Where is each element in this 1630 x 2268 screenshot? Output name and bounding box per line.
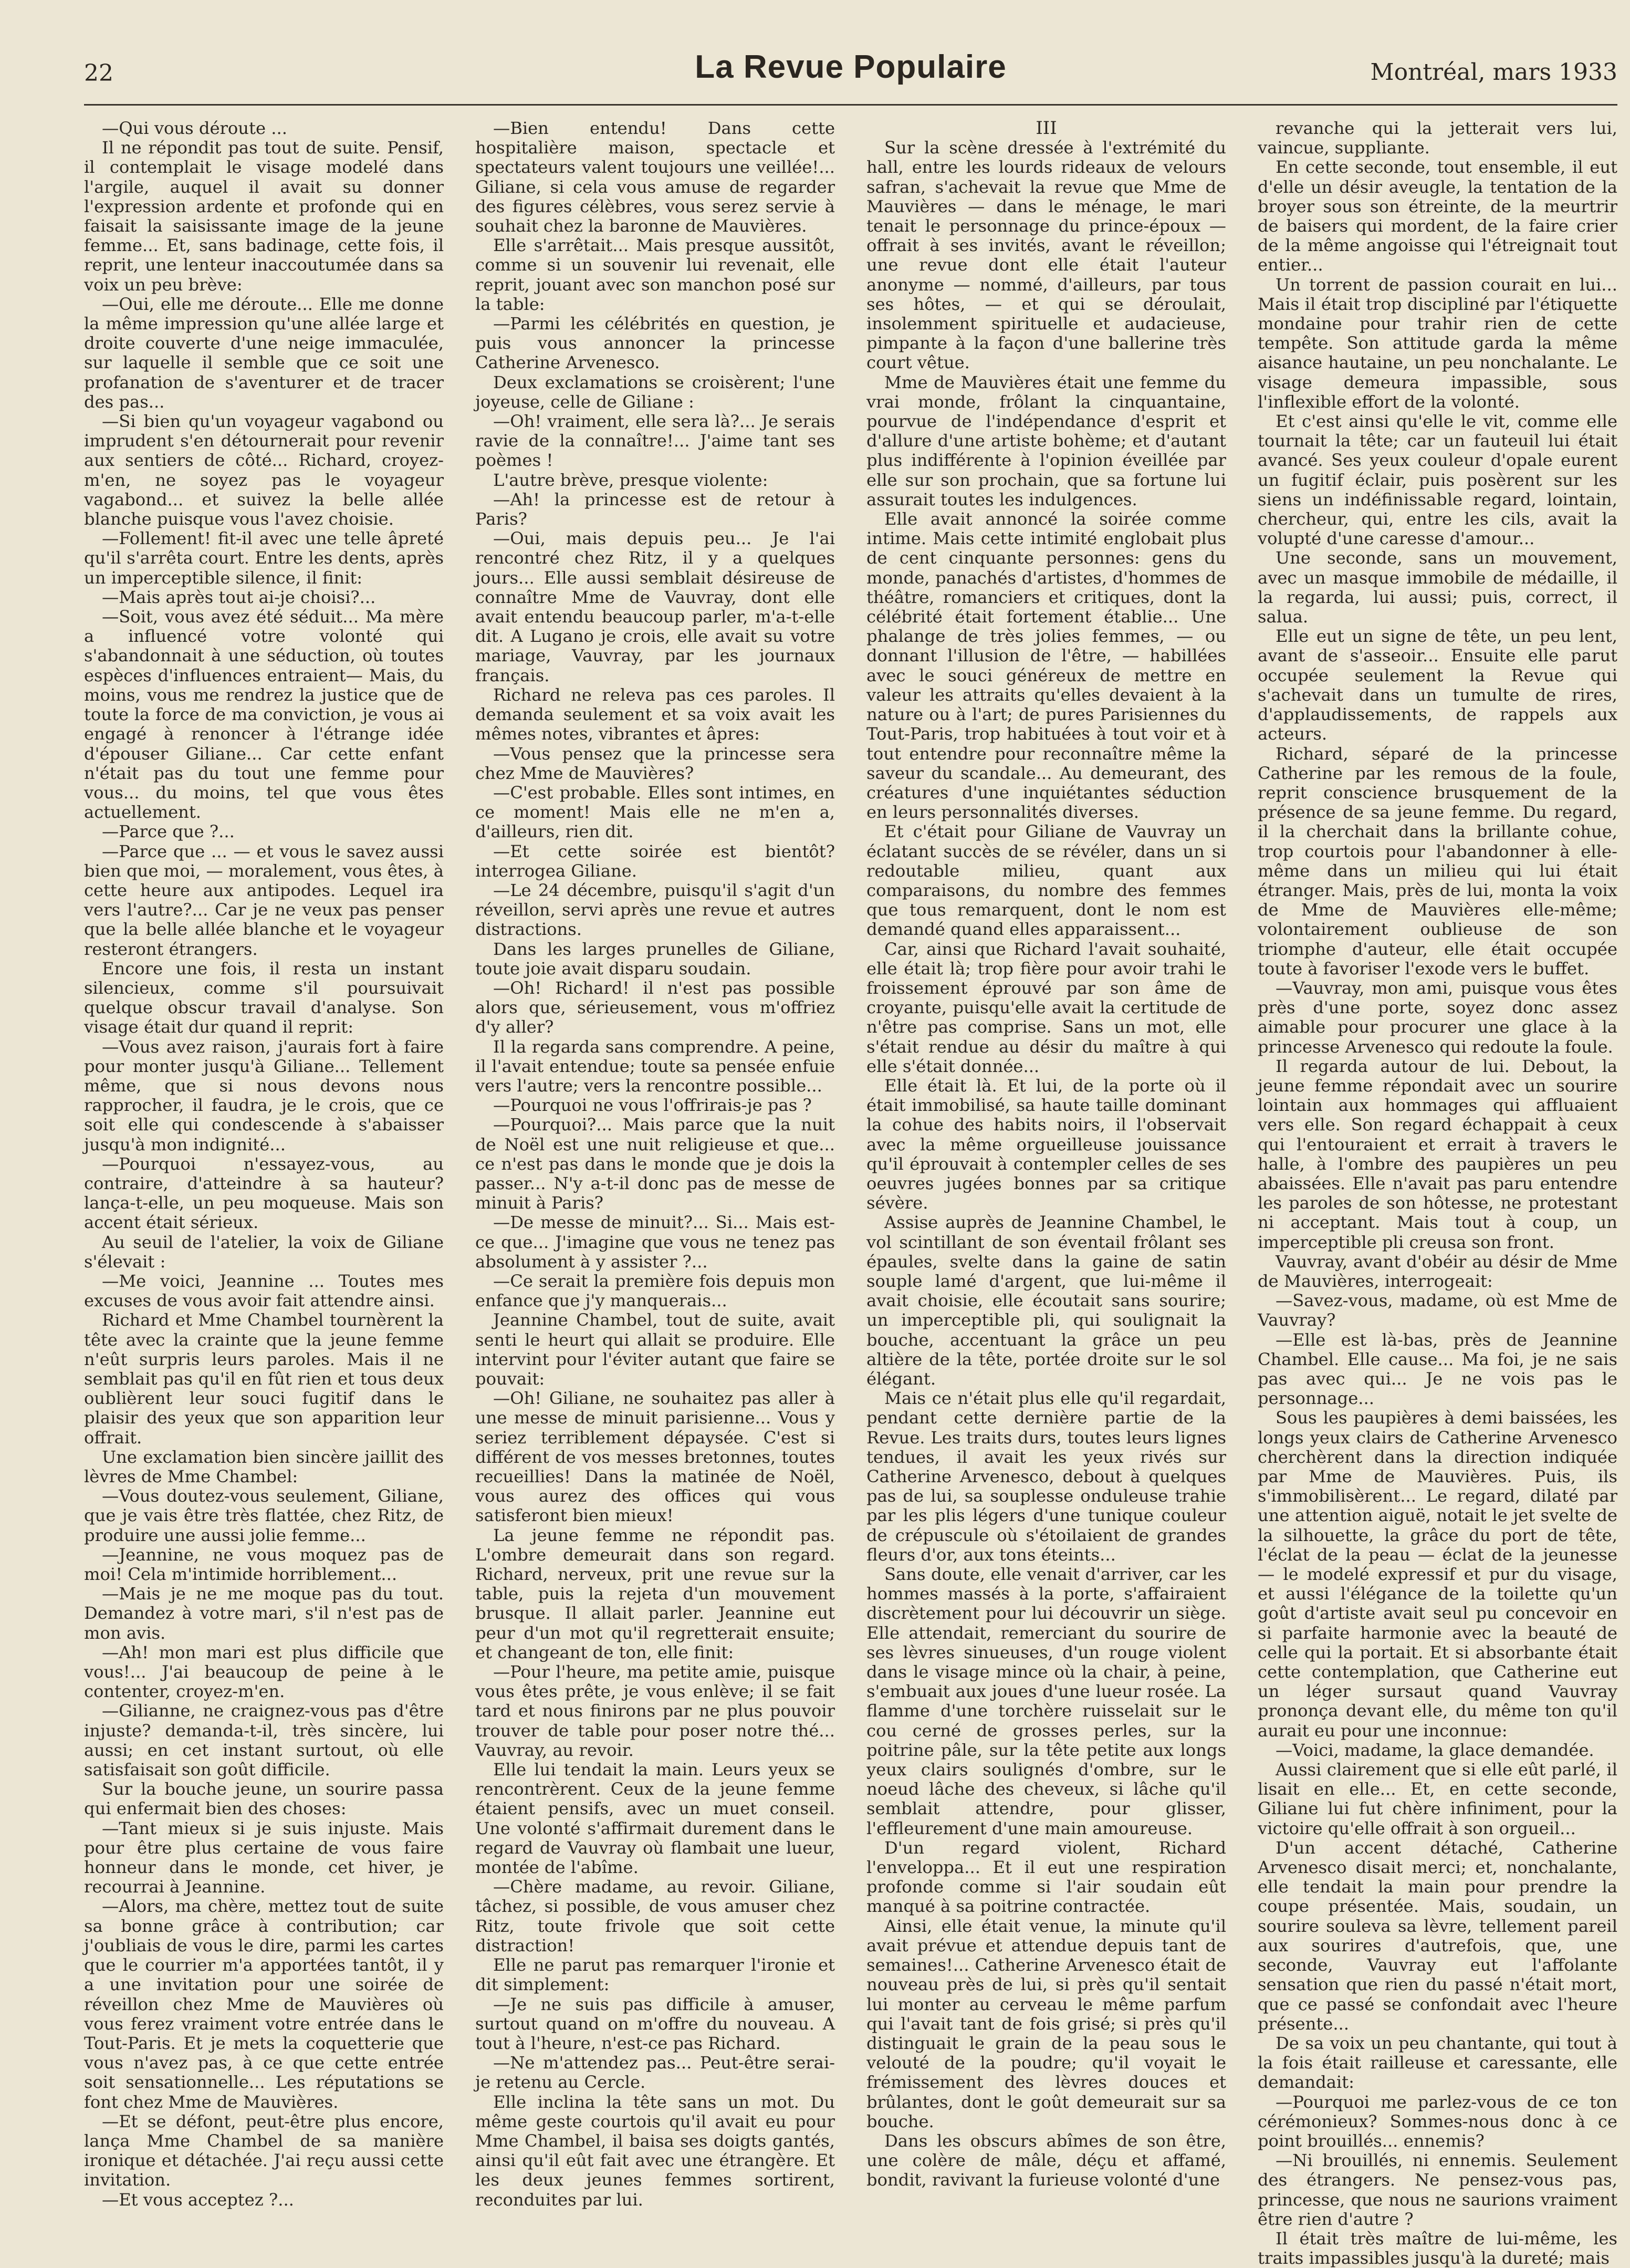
paragraph: —Mais après tout ai-je choisi?... bbox=[102, 587, 376, 607]
paragraph: —Alors, ma chère, mettez tout de suite sa bonne grâce à contribution; car j'oubliais de vous le dire, parmi les cartes que le courrier m'a apportées tantôt, il y a une invitation pour une soirée de réveillon chez Mme de Mauvières où vous ferez vraiment votre entrée dans le Tout-Paris. Et je mets la coquetterie que vous n'avez pas, à ce que cette entrée soit sensationnelle... Les réputations se font chez Mme de Mauvières. bbox=[84, 1896, 444, 2112]
paragraph: Elle s'arrêtait... Mais presque aussitôt, comme si un souvenir lui revenait, elle reprit, jouant avec son manchon posé sur la table: bbox=[475, 235, 835, 314]
paragraph: —Parmi les célébrités en question, je puis vous annoncer la princesse Catherine Arvenesco. bbox=[475, 314, 835, 373]
paragraph: —Si bien qu'un voyageur vagabond ou imprudent s'en détournerait pour revenir aux sentiers de côté... Richard, croyez-m'en, ne soyez pas le voyageur vagabond... et suivez la belle allée blanche puisque vous l'avez choisie. bbox=[84, 411, 444, 529]
text-column-1 bbox=[84, 119, 444, 2268]
dateline: Montréal, mars 1933 bbox=[1370, 59, 1617, 86]
paragraph: Elle avait annoncé la soirée comme intime. Mais cette intimité englobait plus de cent cinquante personnes: gens du monde, panachés d'artistes, d'hommes de théâtre, romanciers et critiques, dont la célébrité était fortement établie... Une phalange de très jolies femmes, — ou donnant l'illusion de l'être, — habillées avec le souci généreux de mettre en valeur les attraits qu'elles devaient à la nature ou à l'art; de pures Parisiennes du Tout-Paris, trop habituées à tout voir et à tout entendre pour reconnaître même la saveur du scandale... Au demeurant, des créatures d'une inquiétantes séduction en leurs personnalités diverses. bbox=[866, 509, 1226, 823]
paragraph: Il ne répondit pas tout de suite. Pensif, il contemplait le visage modelé dans l'argile, auquel il avait su donner l'expression ardente et profonde qui en faisait la saisissante image de la jeune femme... Et, sans badinage, cette fois, il reprit, une lenteur inaccoutumée dans sa voix un peu brève: bbox=[84, 138, 444, 295]
paragraph: Et c'est ainsi qu'elle le vit, comme elle tournait la tête; car un fauteuil lui était avancé. Ses yeux couleur d'opale eurent un fugitif éclair, puis posèrent sur les siens un indéfinissable regard, lointain, chercheur, qui, entre les cils, avait la volupté d'une caresse d'amour... bbox=[1258, 411, 1617, 549]
paragraph: Elle inclina la tête sans un mot. Du même geste courtois qu'il avait eu pour Mme Chambel, il baisa ses doigts gantés, ainsi qu'il eût fait avec une étrangère. Et les deux jeunes femmes sortirent, reconduites par lui. bbox=[475, 2092, 835, 2210]
paragraph: Jeannine Chambel, tout de suite, avait senti le heurt qui allait se produire. Elle intervint pour l'éviter autant que faire se pouvait: bbox=[475, 1310, 835, 1389]
paragraph: Sous les paupières à demi baissées, les longs yeux clairs de Catherine Arvenesco cherchèrent dans la direction indiquée par Mme de Mauvières. Puis, ils s'immobilisèrent... Le regard, dilaté par une attention aiguë, notait le jet svelte de la silhouette, la grâce du port de tête, l'éclat de la peau — éclat de la jeunesse — le modelé expressif et pur du visage, et aussi l'élégance de la toilette qu'un goût d'artiste avait seul pu concevoir en si parfaite harmonie avec la beauté de celle qui la portait. Et si absorbante était cette contemplation, que Catherine eut un léger sursaut quand Vauvray prononça devant elle, du même ton qu'il aurait eu pour une inconnue: bbox=[1258, 1408, 1617, 1741]
paragraph: Et c'était pour Giliane de Vauvray un éclatant succès de se révéler, dans un si redoutable milieu, quant aux comparaisons, du nombre des femmes que tous remarquent, dont le nom est demandé quand elles apparaissent... bbox=[866, 821, 1226, 940]
paragraph: Elle eut un signe de tête, un peu lent, avant de s'asseoir... Ensuite elle parut occupée seulement la Revue qui s'achevait dans un tumulte de rires, d'applaudissements, de rappels aux acteurs. bbox=[1258, 626, 1617, 744]
paragraph: —Tant mieux si je suis injuste. Mais pour être plus certaine de vous faire honneur dans le monde, cet hiver, je recourrai à Jeannine. bbox=[84, 1818, 444, 1897]
paragraph: Aussi clairement que si elle eût parlé, il lisait en elle... Et, en cette seconde, Giliane lui fut chère infiniment, pour la victoire qu'elle offrait à son orgueil... bbox=[1258, 1760, 1617, 1838]
text-column-3 bbox=[866, 119, 1226, 2268]
paragraph: —Gilianne, ne craignez-vous pas d'être injuste? demanda-t-il, très sincère, lui aussi; en cet instant surtout, où elle satisfaisait son goût difficile. bbox=[84, 1701, 444, 1780]
paragraph: —Parce que ... — et vous le savez aussi bien que moi, — moralement, vous êtes, à cette heure aux antipodes. Lequel ira vers l'autre?... Car je ne veux pas penser que la belle allée blanche et le voyageur resteront étrangers. bbox=[84, 841, 444, 959]
paragraph: D'un regard violent, Richard l'enveloppa... Et il eut une respiration profonde comme si l'air soudain eût manqué à sa poitrine contractée. bbox=[866, 1837, 1226, 1917]
paragraph: —C'est probable. Elles sont intimes, en ce moment! Mais elle ne m'en a, d'ailleurs, rien dit. bbox=[475, 782, 835, 842]
paragraph: Deux exclamations se croisèrent; l'une joyeuse, celle de Giliane : bbox=[475, 372, 835, 412]
paragraph: Encore une fois, il resta un instant silencieux, comme s'il poursuivait quelque obscur travail d'analyse. Son visage était dur quand il reprit: bbox=[84, 958, 444, 1037]
paragraph: Dans les larges prunelles de Giliane, toute joie avait disparu soudain. bbox=[475, 939, 835, 979]
paragraph: Dans les obscurs abîmes de son être, une colère de mâle, déçu et affamé, bondit, ravivant la furieuse volonté d'une bbox=[866, 2130, 1226, 2190]
paragraph: —Parce que ?... bbox=[102, 821, 235, 842]
page-header bbox=[84, 48, 1617, 96]
paragraph: —Savez-vous, madame, où est Mme de Vauvray? bbox=[1258, 1291, 1617, 1330]
paragraph: —Soit, vous avez été séduit... Ma mère a influencé votre volonté qui s'abandonnait à une séduction, où toutes espèces d'influences entraient— Mais, du moins, vous me rendrez la justice que de toute la force de ma conviction, je vous ai engagé à renoncer à l'étrange idée d'épouser Giliane... Car cette enfant n'était pas du tout une femme pour vous... du moins, tel que vous êtes actuellement. bbox=[84, 607, 444, 823]
paragraph: Richard ne releva pas ces paroles. Il demanda seulement et sa voix avait les mêmes notes, vibrantes et âpres: bbox=[475, 684, 835, 744]
paragraph: Assise auprès de Jeannine Chambel, le vol scintillant de son éventail frôlant ses épaules, svelte dans la gaine de satin souple lamé d'argent, que lui-même il avait choisie, elle écoutait sans sourire; un imperceptible pli, qui soulignait la bouche, accentuant la grâce un peu altière de la tête, portée droite sur le sol élégant. bbox=[866, 1212, 1226, 1389]
paragraph: Car, ainsi que Richard l'avait souhaité, elle était là; trop fière pour avoir trahi le froissement éprouvé par son âme de croyante, puisqu'elle avait la certitude de n'être pas comprise. Sans un mot, elle s'était rendue au désir du maître à qui elle s'était donnée... bbox=[866, 939, 1226, 1076]
paragraph: —Pour l'heure, ma petite amie, puisque vous êtes prête, je vous enlève; il se fait tard et nous finirons par ne plus pouvoir trouver de table pour poser notre thé... Vauvray, au revoir. bbox=[475, 1662, 835, 1760]
paragraph: Mais ce n'était plus elle qu'il regardait, pendant cette dernière partie de la Revue. Les traits durs, toutes leurs lignes tendues, il avait les yeux rivés sur Catherine Arvenesco, debout à quelques pas de lui, sa souplesse onduleuse trahie par les plis légers d'une tunique couleur de crépuscule où s'étoilaient de grandes fleurs d'or, aux tons éteints... bbox=[866, 1388, 1226, 1565]
text-column-4 bbox=[1258, 119, 1617, 2268]
paragraph: —Elle est là-bas, près de Jeannine Chambel. Elle cause... Ma foi, je ne sais pas avec qui... Je ne vois pas le personnage... bbox=[1258, 1329, 1617, 1409]
paragraph: revanche qui la jetterait vers lui, vaincue, suppliante. bbox=[1258, 118, 1617, 158]
paragraph: —Bien entendu! Dans cette hospitalière maison, spectacle et spectateurs valent toujours une veillée!... Giliane, si cela vous amuse de regarder des figures célèbres, vous serez servie à souhait chez la baronne de Mauvières. bbox=[475, 118, 835, 236]
header-rule bbox=[84, 104, 1617, 106]
paragraph: —Voici, madame, la glace demandée. bbox=[1276, 1740, 1594, 1760]
paragraph: —Vous pensez que la princesse sera chez Mme de Mauvières? bbox=[475, 743, 835, 783]
paragraph: —Pourquoi n'essayez-vous, au contraire, d'atteindre à sa hauteur? lança-t-elle, un peu moqueuse. Mais son accent était sérieux. bbox=[84, 1153, 444, 1233]
paragraph: —Vous avez raison, j'aurais fort à faire pour monter jusqu'à Giliane... Tellement même, que si nous devons nous rapprocher, il faudra, je le crois, que ce soit elle qui condescende à s'abaisser jusqu'à mon indignité... bbox=[84, 1036, 444, 1154]
paragraph: —Qui vous déroute ... bbox=[102, 118, 287, 138]
paragraph: —Follement! fit-il avec une telle âpreté qu'il s'arrêta court. Entre les dents, après un imperceptible silence, il finit: bbox=[84, 528, 444, 588]
text-column-2 bbox=[475, 119, 835, 2268]
paragraph: —Pourquoi?... Mais parce que la nuit de Noël est une nuit religieuse et que... ce n'est pas dans le monde que je dois la passer... N'y a-t-il donc pas de messe de minuit à Paris? bbox=[475, 1115, 835, 1213]
paragraph: —Ne m'attendez pas... Peut-être serai-je retenu au Cercle. bbox=[475, 2053, 835, 2093]
paragraph: —Jeannine, ne vous moquez pas de moi! Cela m'intimide horriblement... bbox=[84, 1544, 444, 1585]
paragraph: —Et se défont, peut-être plus encore, lança Mme Chambel de sa manière ironique et détachée. J'ai reçu aussi cette invitation. bbox=[84, 2111, 444, 2190]
paragraph: —Me voici, Jeannine ... Toutes mes excuses de vous avoir fait attendre ainsi. bbox=[84, 1271, 444, 1311]
paragraph: Richard, séparé de la princesse Catherine par les remous de la foule, reprit conscience brusquement de la présence de sa jeune femme. Du regard, il la cherchait dans la brillante cohue, trop courtois pour l'abandonner à elle-même dans un milieu qui lui était étranger. Mais, près de lui, monta la voix de Mme de Mauvières elle-même; volontairement oublieuse de son triomphe d'auteur, elle était occupée toute à favoriser l'exode vers le buffet. bbox=[1258, 743, 1617, 979]
paragraph: Elle lui tendait la main. Leurs yeux se rencontrèrent. Ceux de la jeune femme étaient pensifs, avec un muet conseil. Une volonté s'affirmait durement dans le regard de Vauvray où flambait une lueur, montée de l'abîme. bbox=[475, 1760, 835, 1878]
paragraph: —Vauvray, mon ami, puisque vous êtes près d'une porte, soyez donc assez aimable pour procurer une glace à la princesse Arvenesco qui redoute la foule. bbox=[1258, 977, 1617, 1057]
paragraph: Richard et Mme Chambel tournèrent la tête avec la crainte que la jeune femme n'eût surpris leurs paroles. Mais il ne semblait pas qu'il en fût rien et tous deux oublièrent leur souci fugitif dans le plaisir des yeux que son apparition leur offrait. bbox=[84, 1310, 444, 1448]
paragraph: D'un accent détaché, Catherine Arvenesco disait merci; et, nonchalante, elle tendait la main pour prendre la coupe présentée. Mais, soudain, un sourire souleva sa lèvre, tellement pareil aux sourires d'autrefois, que, une seconde, Vauvray eut l'affolante sensation que rien du passé n'était mort, que ce passé se confondait avec l'heure présente... bbox=[1258, 1837, 1617, 2034]
paragraph: Elle était là. Et lui, de la porte où il était immobilisé, sa haute taille dominant la cohue des habits noirs, il l'observait avec la même orgueilleuse jouissance qu'il éprouvait à contempler celles de ses oeuvres jugées bonnes par sa critique sévère. bbox=[866, 1075, 1226, 1213]
paragraph: Un torrent de passion courait en lui... Mais il était trop discipliné par l'étiquette mondaine pour trahir rien de cette tempête. Son attitude garda la même aisance hautaine, un peu nonchalante. Le visage demeura impassible, sous l'inflexible effort de la volonté. bbox=[1258, 274, 1617, 412]
section-number: III bbox=[1036, 118, 1057, 139]
paragraph: —Oh! Giliane, ne souhaitez pas aller à une messe de minuit parisienne... Vous y seriez terriblement dépaysée. C'est si différent de vos messes bretonnes, toutes recueillies! Dans la matinée de Noël, vous aurez des offices qui vous satisferont bien mieux! bbox=[475, 1388, 835, 1526]
paragraph: Sur la bouche jeune, un sourire passa qui enfermait bien des choses: bbox=[84, 1779, 444, 1819]
paragraph: —Chère madame, au revoir. Giliane, tâchez, si possible, de vous amuser chez Ritz, toute frivole que soit cette distraction! bbox=[475, 1877, 835, 1955]
paragraph: Ainsi, elle était venue, la minute qu'il avait prévue et attendue depuis tant de semaines!... Catherine Arvenesco était de nouveau près de lui, si près qu'il sentait lui monter au cerveau le même parfum qui l'avait tant de fois grisé; si près qu'il distinguait le grain de la peau sous le velouté de la poudre; qu'il voyait le frémissement des lèvres douces et brûlantes, dont le goût demeurait sur sa bouche. bbox=[866, 1916, 1226, 2131]
paragraph: Elle ne parut pas remarquer l'ironie et dit simplement: bbox=[475, 1955, 835, 1995]
paragraph: —De messe de minuit?... Si... Mais est-ce que... J'imagine que vous ne tenez pas absolument à y assister ?... bbox=[475, 1212, 835, 1272]
paragraph: —Oui, elle me déroute... Elle me donne la même impression qu'une allée large et droite couverte d'une neige immaculée, sur laquelle il semble que ce soit une profanation de s'aventurer et de tracer des pas... bbox=[84, 294, 444, 412]
paragraph: —Oh! Richard! il n'est pas possible alors que, sérieusement, vous m'offriez d'y aller? bbox=[475, 977, 835, 1037]
paragraph: —Ce serait la première fois depuis mon enfance que j'y manquerais... bbox=[475, 1271, 835, 1311]
paragraph: Il la regarda sans comprendre. A peine, il l'avait entendue; toute sa pensée enfuie vers l'autre; vers la rencontre possible... bbox=[475, 1036, 835, 1096]
paragraph: Mme de Mauvières était une femme du vrai monde, frôlant la cinquantaine, pourvue de l'indépendance d'esprit et d'allure d'une artiste bohème; et d'autant plus indifférente à l'opinion éveillée par elle sur son prochain, que sa fortune lui assurait toutes les indulgences. bbox=[866, 372, 1226, 509]
paragraph: —Oui, mais depuis peu... Je l'ai rencontré chez Ritz, il y a quelques jours... Elle aussi semblait désireuse de connaître Mme de Vauvray, dont elle avait entendu beaucoup parler, m'a-t-elle dit. A Lugano je crois, elle avait su votre mariage, Vauvray, par les journaux français. bbox=[475, 528, 835, 685]
paragraph: —Ah! la princesse est de retour à Paris? bbox=[475, 489, 835, 529]
paragraph: —Le 24 décembre, puisqu'il s'agit d'un réveillon, servi après une revue et autres distractions. bbox=[475, 880, 835, 940]
paragraph: —Je ne suis pas difficile à amuser, surtout quand on m'offre du nouveau. A tout à l'heure, n'est-ce pas Richard. bbox=[475, 1994, 835, 2053]
paragraph: —Vous doutez-vous seulement, Giliane, que je vais être très flattée, chez Ritz, de produire une aussi jolie femme... bbox=[84, 1486, 444, 1545]
paragraph: —Oh! vraiment, elle sera là?... Je serais ravie de la connaître!... J'aime tant ses poèmes ! bbox=[475, 411, 835, 471]
paragraph: L'autre brève, presque violente: bbox=[493, 470, 768, 490]
paragraph: En cette seconde, tout ensemble, il eut d'elle un désir aveugle, la tentation de la broyer sous son étreinte, de la meurtrir de baisers qui mordent, de la faire crier de la même angoisse qui l'étreignait tout entier... bbox=[1258, 157, 1617, 275]
paragraph: La jeune femme ne répondit pas. L'ombre demeurait dans son regard. Richard, nerveux, prit une revue sur la table, puis la rejeta d'un mouvement brusque. Il allait parler. Jeannine eut peur d'un mot qu'il regretterait ensuite; et changeant de ton, elle finit: bbox=[475, 1525, 835, 1662]
page-number: 22 bbox=[84, 60, 113, 87]
paragraph: Il regarda autour de lui. Debout, la jeune femme répondait avec un sourire lointain aux hommages qui affluaient vers elle. Son regard échappait à ceux qui l'entouraient et errait à travers le halle, à l'ombre des paupières un peu abaissées. Elle n'avait pas paru entendre les paroles de son hôtesse, ne protestant ni acceptant. Mais tout à coup, un imperceptible pli creusa son front. bbox=[1258, 1056, 1617, 1252]
paragraph: De sa voix un peu chantante, qui tout à la fois était railleuse et caressante, elle demandait: bbox=[1258, 2033, 1617, 2093]
paragraph: —Et cette soirée est bientôt? interrogea Giliane. bbox=[475, 841, 835, 881]
publication-title: La Revue Populaire bbox=[695, 49, 1007, 85]
paragraph: —Ah! mon mari est plus difficile que vous!... J'ai beaucoup de peine à le contenter, croyez-m'en. bbox=[84, 1642, 444, 1702]
paragraph: Vauvray, avant d'obéir au désir de Mme de Mauvières, interrogeait: bbox=[1258, 1251, 1617, 1291]
paragraph: Une seconde, sans un mouvement, avec un masque immobile de médaille, il la regarda, lui aussi; puis, correct, il salua. bbox=[1258, 548, 1617, 627]
paragraph: —Pourquoi me parlez-vous de ce ton cérémonieux? Sommes-nous donc à ce point brouillés... ennemis? bbox=[1258, 2092, 1617, 2151]
paragraph: Il était très maître de lui-même, les traits impassibles jusqu'à la dureté; mais bbox=[1258, 2228, 1617, 2268]
paragraph: —Ni brouillés, ni ennemis. Seulement des étrangers. Ne pensez-vous pas, princesse, que nous ne saurions vraiment être rien d'autre ? bbox=[1258, 2150, 1617, 2229]
paragraph: Au seuil de l'atelier, la voix de Giliane s'élevait : bbox=[84, 1232, 444, 1272]
paragraph: —Et vous acceptez ?... bbox=[102, 2189, 294, 2210]
paragraph: Sur la scène dressée à l'extrémité du hall, entre les lourds rideaux de velours safran, s'achevait la revue que Mme de Mauvières — dans le ménage, le mari tenait le personnage du prince-époux — offrait à ses invités, avant le réveillon; une revue dont elle était l'auteur anonyme — nommé, d'ailleurs, par tous ses hôtes, — et qui se déroulait, insolemment spirituelle et audacieuse, pimpante à la façon d'une ballerine très court vêtue. bbox=[866, 138, 1226, 373]
paragraph: Sans doute, elle venait d'arriver, car les hommes massés à la porte, s'affairaient discrètement pour lui découvrir un siège. Elle attendait, remerciant du sourire de ses lèvres sinueuses, d'un rouge violent dans le visage mince où la chair, à peine, s'embuait aux joues d'une lueur rosée. La flamme d'une torchère ruisselait sur le cou cerné de grosses perles, sur la poitrine pâle, sur la tête petite aux longs yeux clairs soulignés d'ombre, sur le noeud lâche des cheveux, si lâche qu'il semblait attendre, pour glisser, l'effleurement d'une main amoureuse. bbox=[866, 1564, 1226, 1838]
paragraph: Une exclamation bien sincère jaillit des lèvres de Mme Chambel: bbox=[84, 1447, 444, 1487]
paragraph: —Pourquoi ne vous l'offrirais-je pas ? bbox=[493, 1095, 812, 1116]
paragraph: —Mais je ne me moque pas du tout. Demandez à votre mari, s'il n'est pas de mon avis. bbox=[84, 1584, 444, 1643]
text-columns bbox=[84, 118, 1617, 2268]
